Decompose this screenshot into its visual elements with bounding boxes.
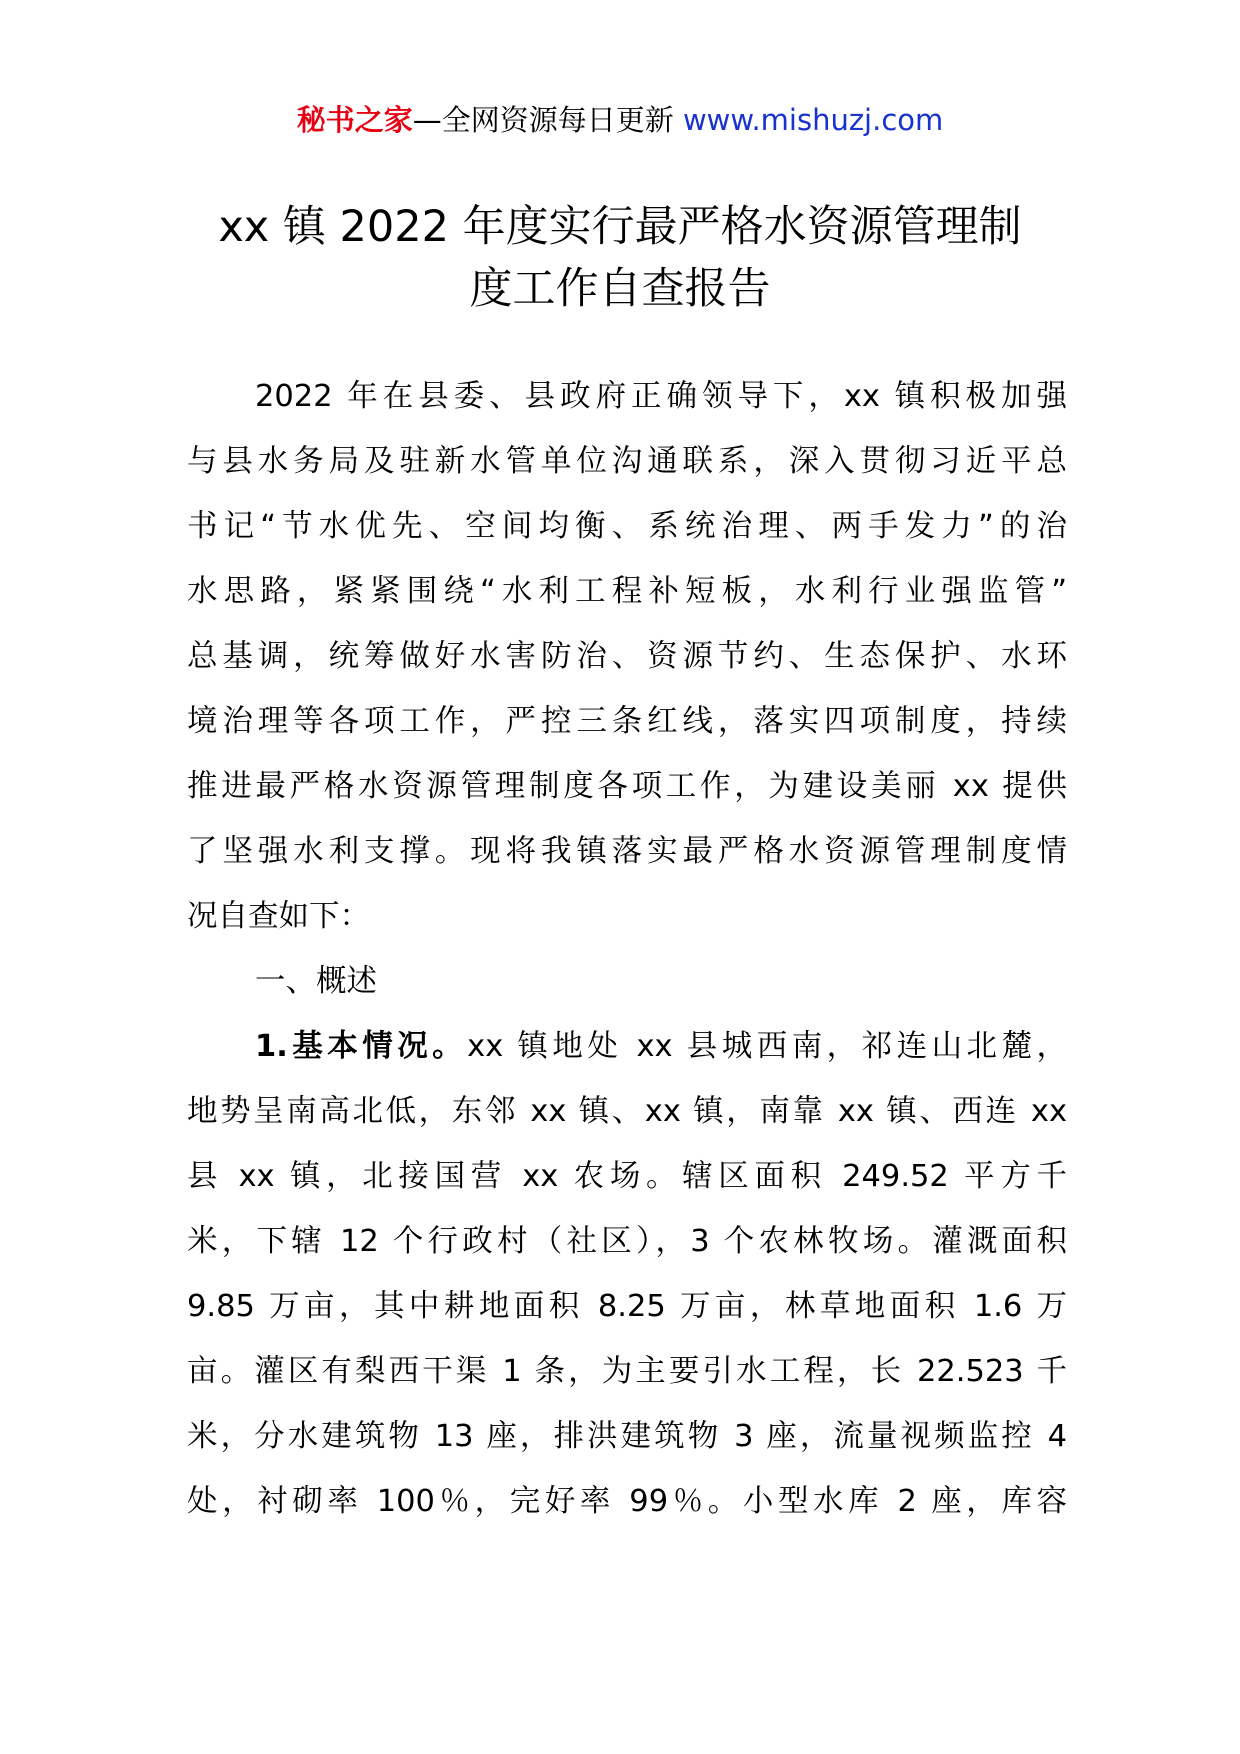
- body-line: 境治理等各项工作，严控三条红线，落实四项制度，持续: [187, 704, 1067, 739]
- body-line: 况自查如下：: [187, 899, 370, 934]
- brand-name: 秘书之家: [296, 103, 413, 137]
- title-line-1: xx 镇 2022 年度实行最严格水资源管理制: [218, 202, 1022, 252]
- subsection-text: xx 镇地处 xx 县城西南，祁连山北麓，: [467, 1029, 1067, 1064]
- body-line: 2022 年在县委、县政府正确领导下，xx 镇积极加强: [255, 379, 1067, 414]
- body-line: 与县水务局及驻新水管单位沟通联系，深入贯彻习近平总: [187, 444, 1067, 479]
- site-url-link[interactable]: www.mishuzj.com: [682, 103, 944, 137]
- banner-slogan: —全网资源每日更新: [412, 103, 674, 137]
- body-line: 了坚强水利支撑。现将我镇落实最严格水资源管理制度情: [187, 834, 1067, 869]
- section-heading: 一、概述: [255, 964, 377, 999]
- body-line: 地势呈南高北低，东邻 xx 镇、xx 镇，南靠 xx 镇、西连 xx: [187, 1094, 1067, 1129]
- body-line: 县 xx 镇，北接国营 xx 农场。辖区面积 249.52 平方千: [187, 1159, 1067, 1194]
- body-line: 总基调，统筹做好水害防治、资源节约、生态保护、水环: [187, 639, 1067, 674]
- body-line: 处，衬砌率 100％，完好率 99％。小型水库 2 座，库容: [187, 1484, 1067, 1519]
- body-line: 亩。灌区有梨西干渠 1 条，为主要引水工程，长 22.523 千: [187, 1354, 1067, 1389]
- body-line: 9.85 万亩，其中耕地面积 8.25 万亩，林草地面积 1.6 万: [187, 1289, 1067, 1324]
- body-line: 水思路，紧紧围绕“水利工程补短板，水利行业强监管”: [187, 574, 1067, 609]
- body-line: 推进最严格水资源管理制度各项工作，为建设美丽 xx 提供: [187, 769, 1067, 804]
- subsection-heading: 1.基本情况。: [255, 1029, 468, 1064]
- title-line-2: 度工作自查报告: [469, 264, 771, 314]
- body-line: 书记“节水优先、空间均衡、系统治理、两手发力”的治: [187, 509, 1067, 544]
- body-line: 米，下辖 12 个行政村（社区），3 个农林牧场。灌溉面积: [187, 1224, 1067, 1259]
- site-banner: [0, 100, 1240, 140]
- body-line: 米，分水建筑物 13 座，排洪建筑物 3 座，流量视频监控 4: [187, 1419, 1067, 1454]
- document-title: [150, 196, 1090, 320]
- subsection-line: [187, 1014, 1067, 1079]
- document-body: [187, 364, 1067, 1534]
